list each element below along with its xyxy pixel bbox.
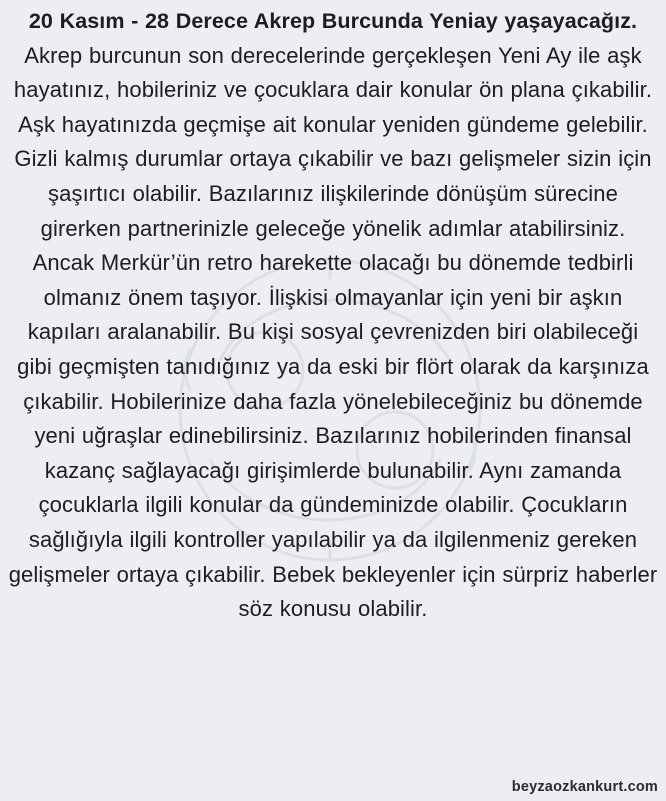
post-text: [8, 4, 658, 627]
site-watermark: beyzaozkankurt.com: [511, 779, 658, 795]
post-body: Akrep burcunun son derecelerinde gerçekleşen Yeni Ay ile aşk hayatınız, hobileriniz ve çocuklara dair konular ön plana çıkabilir. Aşk hayatınızda geçmişe ait konular yeniden gündeme gelebilir. Gizli kalmış durumlar ortaya çıkabilir ve bazı gelişmeler sizin için şaşırtıcı olabilir. Bazılarınız ilişkilerinde dönüşüm sürecine girerken partnerinizle geleceğe yönelik adımlar atabilirsiniz. Ancak Merkür’ün retro harekette olacağı bu dönemde tedbirli olmanız önem taşıyor. İlişkisi olmayanlar için yeni bir aşkın kapıları aralanabilir. Bu kişi sosyal çevrenizden biri olabileceği gibi geçmişten tanıdığınız ya da eski bir flört olarak da karşınıza çıkabilir. Hobilerinize daha fazla yönelebileceğiniz bu dönemde yeni uğraşlar edinebilirsiniz. Bazılarınız hobilerinden finansal kazanç sağlayacağı girişimlerde bulunabilir. Aynı zamanda çocuklarla ilgili konular da gündeminizde olabilir. Çocukların sağlığıyla ilgili kontroller yapılabilir ya da ilgilenmeniz gereken gelişmeler ortaya çıkabilir. Bebek bekleyenler için sürpriz haberler söz konusu olabilir.: [8, 42, 658, 622]
post-headline: 20 Kasım - 28 Derece Akrep Burcunda Yeniay yaşayacağız.: [28, 9, 638, 33]
